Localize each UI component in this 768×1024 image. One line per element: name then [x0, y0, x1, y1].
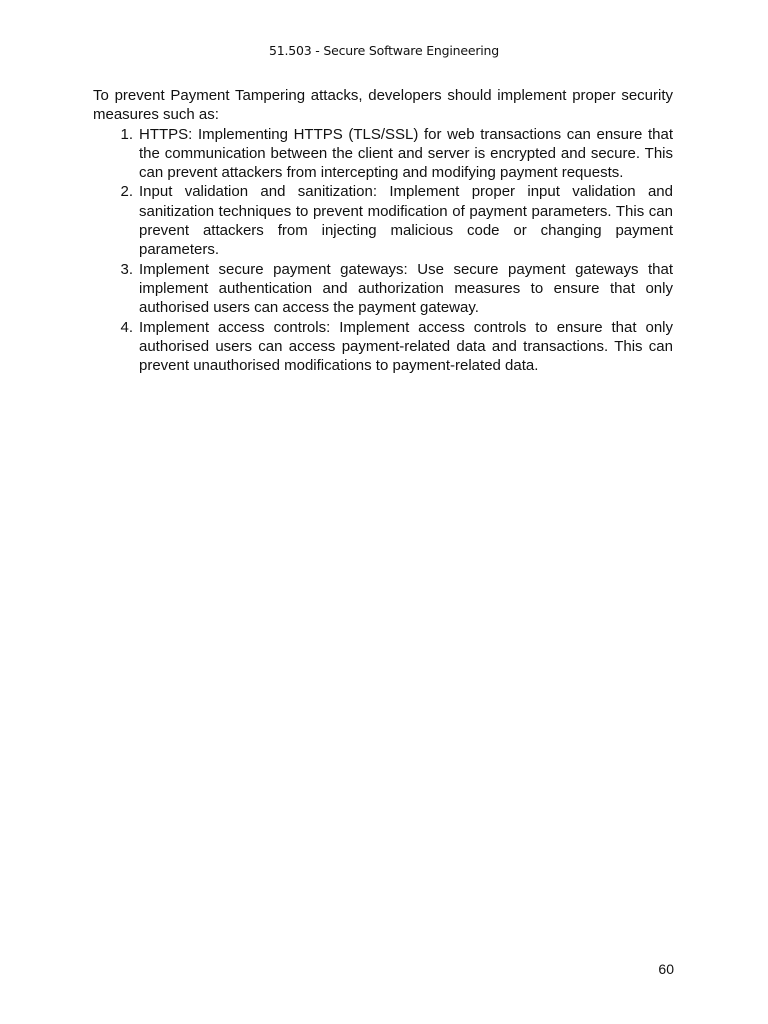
- page-number: 60: [658, 961, 674, 977]
- running-header: 51.503 - Secure Software Engineering: [268, 43, 500, 58]
- list-item-text: Implement secure payment gateways: Use secure payment gateways that implement authentication and authorization measures to ensure that only authorised users can access the payment gateway.: [139, 260, 673, 317]
- list-item-number: 3.: [120, 260, 133, 278]
- list-item-text: Input validation and sanitization: Implement proper input validation and sanitization techniques to prevent modification of payment parameters. This can prevent attackers from injecting malicious code or changing payment parameters.: [139, 183, 673, 259]
- list-item: [93, 318, 673, 376]
- list-item-number: 2.: [120, 183, 133, 201]
- list-item-number: 4.: [120, 318, 133, 336]
- list-item: [93, 125, 673, 183]
- security-measures-list: [93, 125, 673, 376]
- body-text: [93, 86, 673, 375]
- list-item-text: Implement access controls: Implement access controls to ensure that only authorised users can access payment-related data and transactions. This can prevent unauthorised modifications to payment-related data.: [139, 318, 673, 375]
- list-item: [93, 182, 673, 259]
- intro-paragraph: To prevent Payment Tampering attacks, developers should implement proper security measures such as:: [93, 87, 673, 124]
- list-item: [93, 260, 673, 318]
- list-item-number: 1.: [120, 125, 133, 143]
- list-item-text: HTTPS: Implementing HTTPS (TLS/SSL) for web transactions can ensure that the communication between the client and server is encrypted and secure. This can prevent attackers from intercepting and modifying payment requests.: [139, 125, 673, 182]
